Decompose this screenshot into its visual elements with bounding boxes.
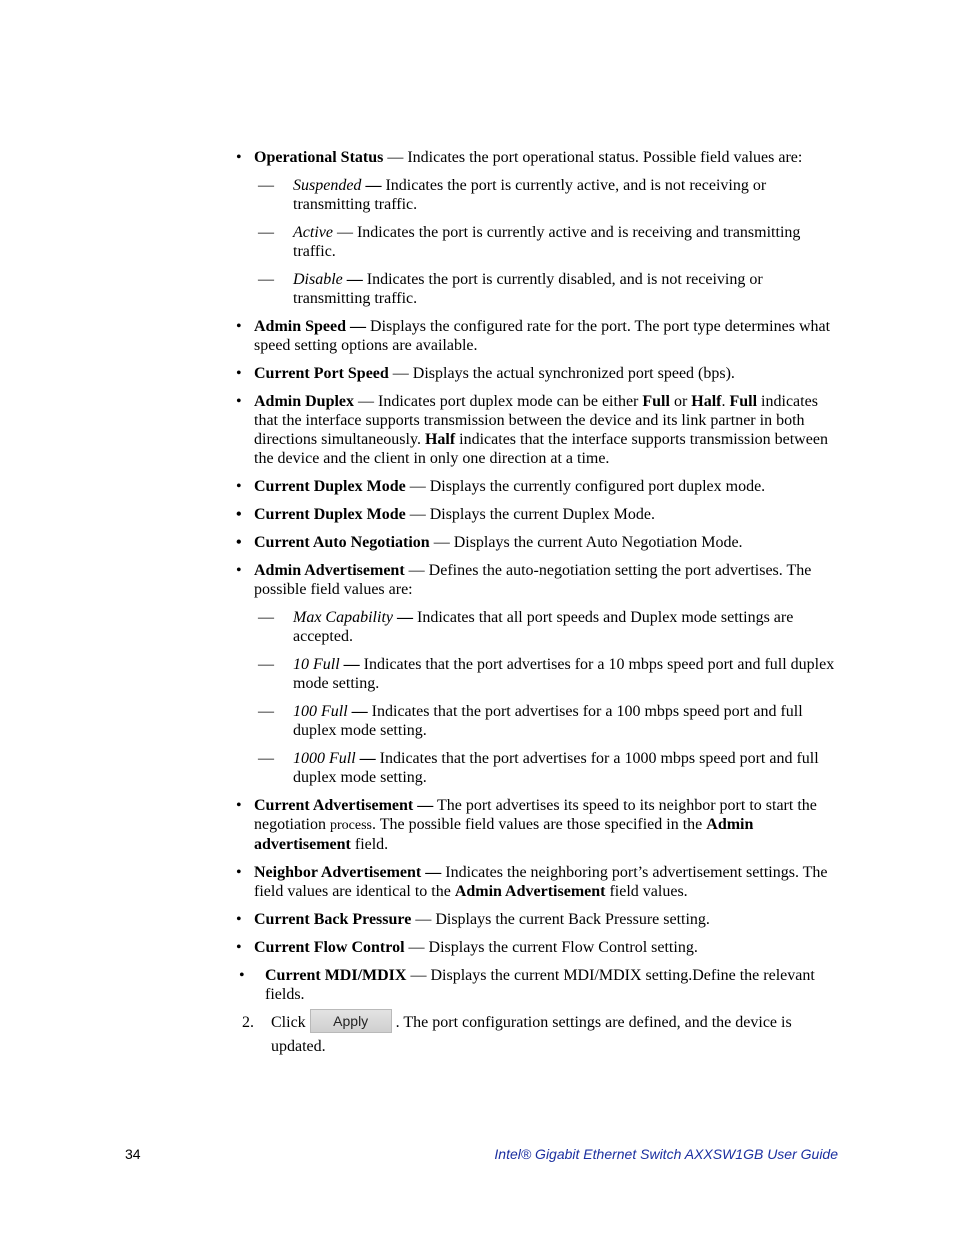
term-current-back-pressure: Current Back Pressure: [254, 911, 412, 928]
desc-current-back-pressure: — Displays the current Back Pressure setting.: [411, 911, 710, 928]
list-item-current-duplex-mode-2: [236, 505, 842, 524]
keyword-half: Half: [424, 431, 456, 448]
desc-current-mdi-mdix: — Displays the current MDI/MDIX setting.Define the relevant fields.: [265, 967, 815, 1003]
term-current-duplex-mode: Current Duplex Mode: [254, 478, 406, 495]
term-current-auto-negotiation: Current Auto Negotiation: [254, 534, 430, 551]
bullet: •: [236, 911, 242, 928]
bullet: •: [236, 318, 242, 335]
dash: —: [258, 177, 274, 194]
value-sep: —: [361, 177, 386, 194]
step-number: 2.: [242, 1014, 254, 1031]
keyword-full: Full: [729, 393, 758, 410]
sub-item-disable: [236, 270, 842, 308]
list-item-current-duplex-mode: [236, 477, 842, 496]
value-name: 10 Full: [293, 656, 340, 673]
apply-button[interactable]: Apply: [310, 1009, 392, 1033]
value-sep: —: [355, 750, 380, 767]
dash: —: [258, 750, 274, 767]
value-desc: Indicates that all port speeds and Duplex mode settings are accepted.: [293, 609, 794, 645]
desc-text: . The possible field values are those specified in the: [371, 816, 707, 833]
list-item-current-advertisement: [236, 796, 842, 854]
sub-item-1000-full: [236, 749, 842, 787]
desc-text: field.: [350, 836, 389, 853]
sub-item-active: [236, 223, 842, 261]
term-admin-duplex: Admin Duplex: [254, 393, 355, 410]
bullet: •: [236, 939, 242, 956]
page-number: 34: [125, 1146, 141, 1162]
term-neighbor-advertisement: Neighbor Advertisement —: [254, 864, 442, 881]
dash: —: [258, 656, 274, 673]
list-item-current-flow-control: [236, 938, 842, 957]
footer-title: Intel® Gigabit Ethernet Switch AXXSW1GB User Guide: [494, 1146, 838, 1162]
value-name: Disable: [293, 271, 343, 288]
list-item-neighbor-advertisement: [236, 863, 842, 901]
value-sep: —: [342, 271, 367, 288]
sub-item-10-full: [236, 655, 842, 693]
sub-item-100-full: [236, 702, 842, 740]
value-desc: Indicates that the port advertises for a 100 mbps speed port and full duplex mode setting.: [293, 703, 803, 739]
dash: —: [258, 609, 274, 626]
list-item-current-port-speed: [236, 364, 842, 383]
term-admin-advertisement: Admin Advertisement: [254, 562, 405, 579]
desc-admin-speed: Displays the configured rate for the port. The port type determines what speed setting options are available.: [254, 318, 831, 354]
bullet: •: [236, 478, 242, 495]
term-operational-status: Operational Status: [254, 149, 384, 166]
step-text: . The port configuration settings are defined, and the device is updated.: [271, 1014, 792, 1055]
desc-text: .: [721, 393, 730, 410]
desc-text: process: [329, 818, 372, 833]
bullet: •: [236, 797, 242, 814]
value-desc: Indicates the port is currently active, and is not receiving or transmitting traffic.: [293, 177, 767, 213]
desc-admin-advertisement: — Defines the auto-negotiation setting the port advertises. The possible field values are:: [254, 562, 812, 598]
bullet: •: [236, 562, 242, 579]
value-desc: Indicates that the port advertises for a 10 mbps speed port and full duplex mode setting.: [293, 656, 835, 692]
dash: —: [258, 224, 274, 241]
list-item-current-auto-negotiation: [236, 533, 842, 552]
bullet: •: [236, 365, 242, 382]
value-sep: —: [347, 703, 372, 720]
field-reference: Admin advertisement: [254, 816, 754, 853]
desc-operational-status: — Indicates the port operational status. Possible field values are:: [383, 149, 803, 166]
list-item-admin-duplex: [236, 392, 842, 468]
value-sep: —: [392, 609, 417, 626]
bullet: •: [239, 967, 245, 984]
desc-current-flow-control: — Displays the current Flow Control setting.: [404, 939, 698, 956]
desc-current-port-speed: — Displays the actual synchronized port speed (bps).: [388, 365, 735, 382]
desc-text: indicates that the interface supports transmission between the device and its link partner in both directions simultaneously.: [254, 393, 818, 448]
value-name: Max Capability: [293, 609, 393, 626]
value-name: Active: [293, 224, 333, 241]
dash: —: [258, 271, 274, 288]
desc-text: field values.: [605, 883, 688, 900]
desc-text: indicates that the interface supports transmission between the device and the client in only one direction at a time.: [254, 431, 828, 467]
sub-item-max-capability: [236, 608, 842, 646]
desc-text: — Indicates port duplex mode can be either: [354, 393, 643, 410]
value-sep: —: [332, 224, 357, 241]
bullet: •: [236, 149, 242, 166]
list-item-current-back-pressure: [236, 910, 842, 929]
keyword-half: Half: [691, 393, 722, 410]
document-body: [236, 148, 842, 1056]
term-admin-speed: Admin Speed —: [254, 318, 367, 335]
bullet: •: [236, 534, 242, 551]
keyword-full: Full: [642, 393, 670, 410]
bullet: •: [236, 864, 242, 881]
term-current-duplex-mode: Current Duplex Mode: [254, 506, 406, 523]
desc-text: or: [669, 393, 692, 410]
bullet: •: [236, 506, 242, 523]
step-click-text: Click: [271, 1014, 306, 1031]
value-name: 1000 Full: [293, 750, 356, 767]
desc-current-auto-negotiation: — Displays the current Auto Negotiation Mode.: [429, 534, 743, 551]
step-2: [236, 1013, 842, 1056]
desc-text: Indicates the neighboring port’s advertisement settings. The field values are identical to the: [254, 864, 828, 900]
term-current-advertisement: Current Advertisement —: [254, 797, 434, 814]
value-desc: Indicates the port is currently active and is receiving and transmitting traffic.: [293, 224, 801, 260]
desc-current-duplex-mode: — Displays the currently configured port duplex mode.: [405, 478, 766, 495]
value-desc: Indicates that the port advertises for a 1000 mbps speed port and full duplex mode setting.: [293, 750, 819, 786]
sub-item-suspended: [236, 176, 842, 214]
list-item-admin-advertisement: [236, 561, 842, 599]
field-reference: Admin Advertisement: [454, 883, 606, 900]
list-item-admin-speed: [236, 317, 842, 355]
value-name: 100 Full: [293, 703, 348, 720]
desc-text: The port advertises its speed to its neighbor port to start the negotiation: [254, 797, 817, 833]
value-sep: —: [339, 656, 364, 673]
list-item-operational-status: [236, 148, 842, 167]
term-current-flow-control: Current Flow Control: [254, 939, 405, 956]
value-desc: Indicates the port is currently disabled, and is not receiving or transmitting traffic.: [293, 271, 763, 307]
term-current-mdi-mdix: Current MDI/MDIX: [265, 967, 407, 984]
term-current-port-speed: Current Port Speed: [254, 365, 389, 382]
desc-current-duplex-mode: — Displays the current Duplex Mode.: [405, 506, 655, 523]
dash: —: [258, 703, 274, 720]
list-item-current-mdi-mdix: [236, 966, 842, 1004]
bullet: •: [236, 393, 242, 410]
value-name: Suspended: [293, 177, 362, 194]
